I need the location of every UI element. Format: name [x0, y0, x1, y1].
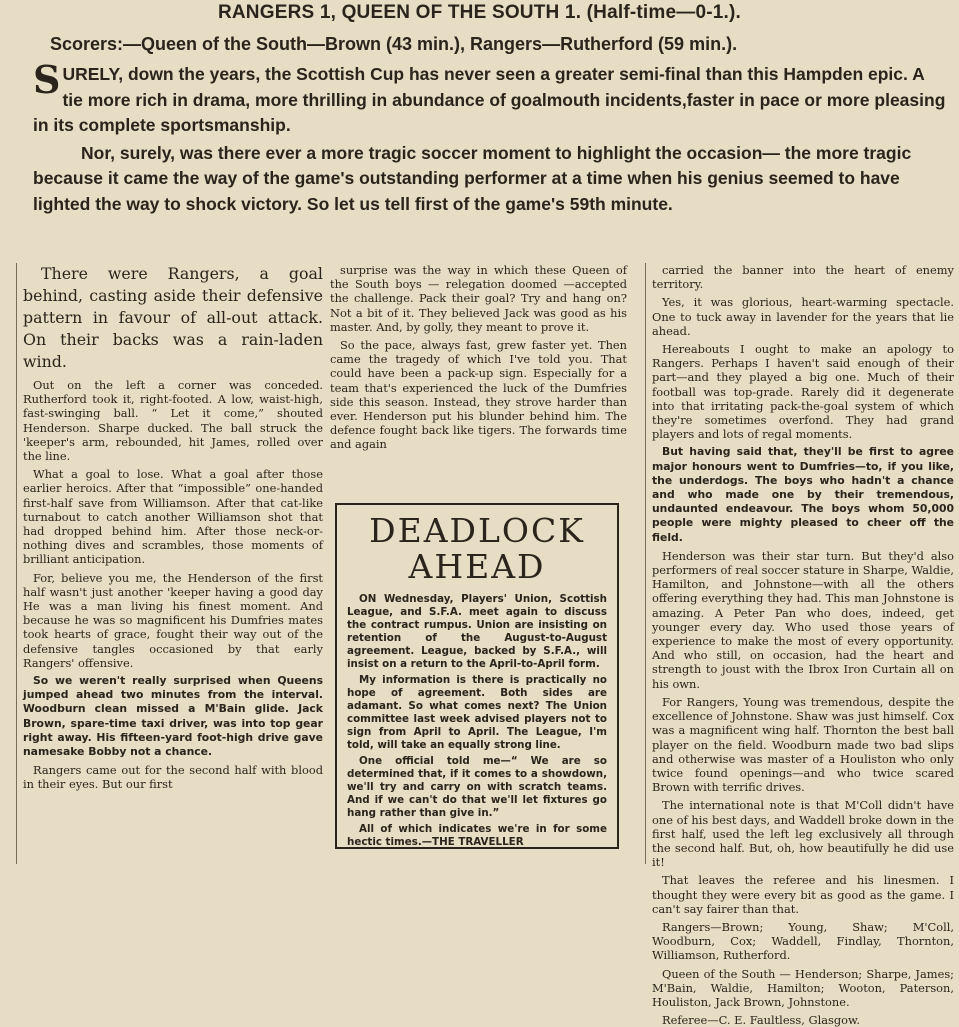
column-1-paragraph: Out on the left a corner was conceded. Rutherford took it, right-footed. A low, waist-high, fast-swinging ball. “ Let it come,” shouted Henderson. Sharpe ducked. The ball struck the 'keeper's arm, rebounded, hit James, rolled over the line. [23, 378, 323, 464]
column-2 [330, 263, 627, 503]
column-3 [645, 263, 954, 1027]
column-3-bold-paragraph: But having said that, they'll be first to agree major honours went to Dumfries—to, if you like, the underdogs. The boys who hadn't a chance and who made one by their tremendous, undaunted endeavour. The boys whom 50,000 people were mighty pleased to cheer off the field. [652, 445, 954, 544]
lead-section [33, 57, 948, 217]
column-1-paragraph: For, believe you me, the Henderson of the first half wasn't just another 'keeper having a good day He was a man living his finest moment. And because he was so magnificent his Dumfries mates took hearts of grace, fought their way out of the defensive tangles occasioned by that early Rangers' offensive. [23, 570, 323, 670]
column-3-paragraph: For Rangers, Young was tremendous, despite the excellence of Johnstone. Shaw was just himself. Cox was a magnificent wing half. Thornton the best ball player on the field. Woodburn made two bad slips and otherwise was master of a Houliston who only twice found openings—and who twice scared Brown with terrific drives. [652, 694, 954, 795]
box-paragraph: My information is there is practically no hope of agreement. Both sides are adamant. So what comes next? The Union committee last week advised players not to sign from April to April. The League, I'm told, will take an equally strong line. [347, 674, 607, 751]
box-signoff: All of which indicates we're in for some hectic times.—THE TRAVELLER [347, 823, 607, 848]
lead-paragraph-1-text: URELY, down the years, the Scottish Cup has never seen a greater semi-final than this Hampden epic. A tie more rich in drama, more thrilling in abundance of goalmouth incidents,faster in pace or more pleasing in its complete sportsmanship. [33, 64, 946, 135]
column-1-paragraph: Rangers came out for the second half with blood in their eyes. But our first [23, 763, 323, 792]
lead-paragraph-1 [33, 57, 948, 139]
drop-cap: S [33, 57, 61, 102]
column-3-paragraph: The international note is that M'Coll didn't have one of his best days, and Waddell broke down in the first half, used the left leg exclusively all through the second half. But, oh, how beautifully he did use it! [652, 798, 954, 870]
column-3-paragraph: Henderson was their star turn. But they'd also performers of real soccer stature in Sharpe, Waldie, Hamilton, and Johnstone—with all the others offering everything they had. This man Johnstone is amazing. A Peter Pan who does, indeed, get younger every day. Who used those years of experience to make the most of every opportunity. And who still, on occasion, had the heart and strength to joust with the Ibrox Iron Curtain all on his own. [652, 548, 954, 691]
column-3-paragraph: That leaves the referee and his linesmen. I thought they were every bit as good as the game. I can't say fairer than that. [652, 873, 954, 916]
column-1 [16, 263, 323, 864]
column-3-paragraph: Hereabouts I ought to make an apology to Rangers. Perhaps I haven't said enough of their part—and they played a big one. Much of their football was top-grade. Rarely did it degenerate into that irritating pack-the-goal system of which they're sometimes overfond. They had grand players and lots of regal moments. [652, 342, 954, 442]
column-2-paragraph: surprise was the way in which these Queen of the South boys — relegation doomed —accepted the challenge. Pack their goal? Try and hang on? Not a bit of it. They believed Jack was good as his master. And, by golly, they meant to prove it. [330, 263, 627, 334]
rangers-lineup: Rangers—Brown; Young, Shaw; M'Coll, Woodburn, Cox; Waddell, Findlay, Thornton, Williamson, Rutherford. [652, 919, 954, 963]
column-1-intro: There were Rangers, a goal behind, casting aside their defensive pattern in favour of all-out attack. On their backs was a rain-laden wind. [23, 264, 323, 371]
box-title: DEADLOCK AHEAD [369, 511, 585, 586]
box-paragraph: ON Wednesday, Players' Union, Scottish League, and S.F.A. meet again to discuss the contract rumpus. Union are insisting on retention of the August-to-August agreement. League, backed by S.F.A., will insist on a return to the April-to-April form. [347, 593, 607, 670]
scorers-line: Scorers:—Queen of the South—Brown (43 min.), Rangers—Rutherford (59 min.). [50, 34, 738, 54]
deadlock-ahead-box [335, 503, 619, 849]
column-3-paragraph: carried the banner into the heart of enemy territory. [652, 263, 954, 292]
queens-lineup: Queen of the South — Henderson; Sharpe, James; M'Bain, Waldie, Hamilton; Wooton, Paterson, Houliston, Jack Brown, Johnstone. [652, 966, 954, 1009]
box-paragraph: One official told me—“ We are so determined that, if it comes to a showdown, we'll try and carry on with scratch teams. And if we can't do that we'll let fixtures go hang rather than give in.” [347, 755, 607, 819]
referee-line: Referee—C. E. Faultless, Glasgow. [662, 1013, 861, 1027]
column-1-paragraph: What a goal to lose. What a goal after those earlier heroics. After that “impossible” one-handed first-half save from Williamson. After that cat-like turnabout to catch another Williamson shot that had dropped behind him. After those neck-or-nothing dives and scrambles, those moments of brilliant anticipation. [23, 467, 323, 567]
column-2-paragraph: So the pace, always fast, grew faster yet. Then came the tragedy of which I've told you. That could have been a pack-up sign. Especially for a team that's experienced the luck of the Dumfries side this season. Instead, they strove harder than ever. Henderson put his blunder behind him. The defence fought back like tigers. The forwards time and again [330, 338, 627, 452]
match-headline: RANGERS 1, QUEEN OF THE SOUTH 1. (Half-time—0-1.). [217, 2, 742, 23]
column-1-bold-paragraph: So we weren't really surprised when Queens jumped ahead two minutes from the interval. Woodburn clean missed a M'Bain glide. Jack Brown, spare-time taxi driver, was into top gear right away. His fifteen-yard foot-high drive gave namesake Bobby not a chance. [23, 674, 323, 759]
lead-paragraph-2: Nor, surely, was there ever a more tragic soccer moment to highlight the occasion— the more tragic because it came the way of the game's outstanding performer at a time when his genius seemed to have lighted the way to shock victory. So let us tell first of the game's 59th minute. [33, 142, 912, 214]
column-3-paragraph: Yes, it was glorious, heart-warming spectacle. One to tuck away in lavender for the years that lie ahead. [652, 295, 954, 338]
